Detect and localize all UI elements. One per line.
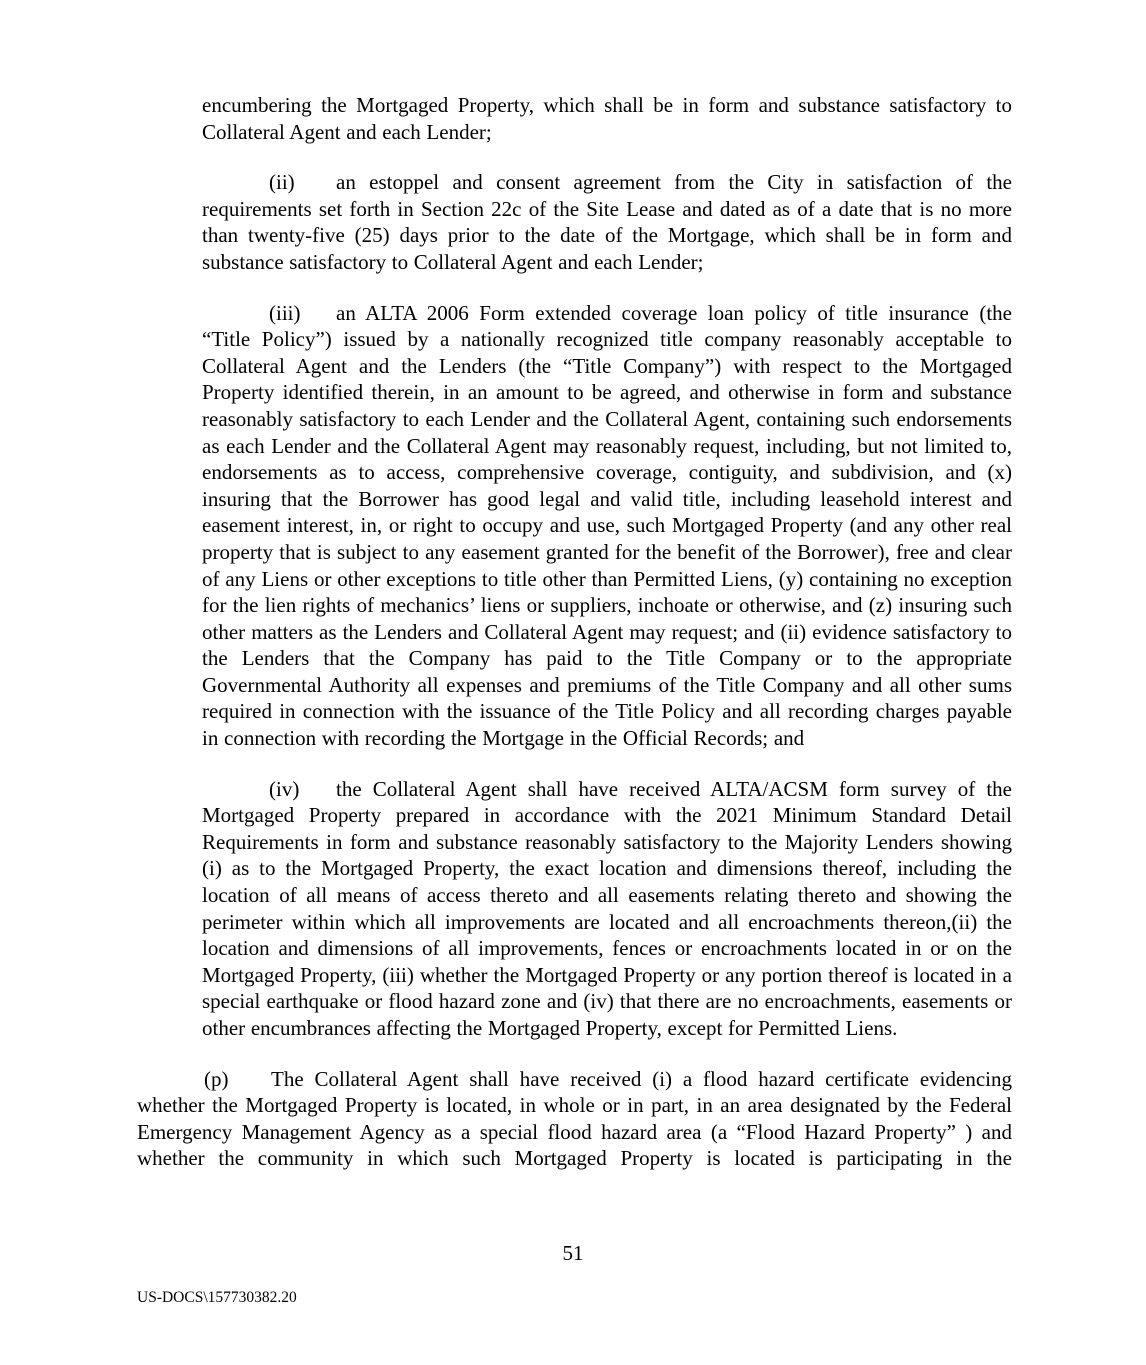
paragraph-clause-iv [202,776,1012,1042]
clause-label: (iii) [269,300,301,325]
paragraph-clause-iii [202,300,1012,752]
paragraph-clause-p [137,1066,1012,1172]
paragraph-clause-ii [202,169,1012,275]
paragraph-continuation [202,92,1012,145]
clause-label: (p) [204,1066,229,1091]
paragraph-text: an estoppel and consent agreement from the City in satisfaction of the requirements set forth in Section 22c of the Site Lease and dated as of a date that is no more than twenty-five (25) days prior to the date of the Mortgage, which shall be in form and substance satisfactory to Collateral Agent and each Lender; [202,170,1012,274]
page-body [137,92,1012,1196]
paragraph-text: the Collateral Agent shall have received ALTA/ACSM form survey of the Mortgaged Property prepared in accordance with the 2021 Minimum Standard Detail Requirements in form and substance reasonably satisfactory to the Majority Lenders showing (i) as to the Mortgaged Property, the exact location and dimensions thereof, including the location of all means of access thereto and all easements relating thereto and showing the perimeter within which all improvements are located and all encroachments thereon,(ii) the location and dimensions of all improvements, fences or encroachments located in or on the Mortgaged Property, (iii) whether the Mortgaged Property or any portion thereof is located in a special earthquake or flood hazard zone and (iv) that there are no encroachments, easements or other encumbrances affecting the Mortgaged Property, except for Permitted Liens. [202,776,1012,1040]
page-number: 51 [562,1241,584,1265]
paragraph-text: an ALTA 2006 Form extended coverage loan policy of title insurance (the “Title Policy”) issued by a nationally recognized title company reasonably acceptable to Collateral Agent and the Lenders (the “Title Company”) with respect to the Mortgaged Property identified therein, in an amount to be agreed, and otherwise in form and substance reasonably satisfactory to each Lender and the Collateral Agent, containing such endorsements as each Lender and the Collateral Agent may reasonably request, including, but not limited to, endorsements as to access, comprehensive coverage, contiguity, and subdivision, and (x) insuring that the Borrower has good legal and valid title, including leasehold interest and easement interest, in, or right to occupy and use, such Mortgaged Property (and any other real property that is subject to any easement granted for the benefit of the Borrower), free and clear of any Liens or other exceptions to title other than Permitted Liens, (y) containing no exception for the lien rights of mechanics’ liens or suppliers, inchoate or otherwise, and (z) insuring such other matters as the Lenders and Collateral Agent may request; and (ii) evidence satisfactory to the Lenders that the Company has paid to the Title Company or to the appropriate Governmental Authority all expenses and premiums of the Title Company and all other sums required in connection with the issuance of the Title Policy and all recording charges payable in connection with recording the Mortgage in the Official Records; and [202,300,1012,751]
clause-label: (iv) [269,776,300,801]
paragraph-text: The Collateral Agent shall have received (i) a flood hazard certificate evidencing whether the Mortgaged Property is located, in whole or in part, in an area designated by the Federal Emergency Management Agency as a special flood hazard area (a “Flood Hazard Property” ) and whether the community in which such Mortgaged Property is located is participating in the [137,1066,1012,1171]
clause-label: (ii) [269,170,295,195]
paragraph-text: encumbering the Mortgaged Property, which shall be in form and substance satisfactory to Collateral Agent and each Lender; [202,93,1012,144]
footer-document-id: US-DOCS\157730382.20 [137,1289,297,1306]
